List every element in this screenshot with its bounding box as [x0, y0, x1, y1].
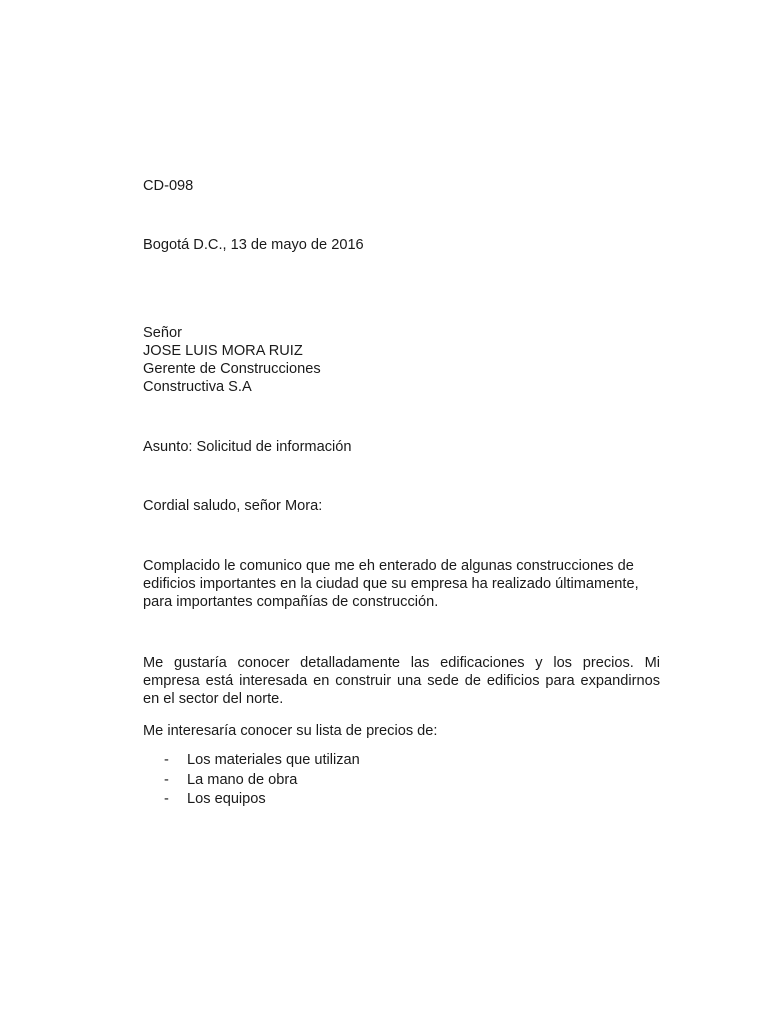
list-item	[143, 771, 660, 791]
recipient-company: Constructiva S.A	[143, 379, 252, 395]
reference-code: CD-098	[143, 178, 194, 194]
recipient-salutation-title: Señor	[143, 325, 182, 341]
list-intro: Me interesaría conocer su lista de precios de:	[143, 723, 438, 739]
subject-line: Asunto: Solicitud de información	[143, 439, 352, 455]
list-dash: -	[164, 752, 169, 768]
greeting: Cordial saludo, señor Mora:	[143, 498, 323, 514]
paragraph-1-line-2: edificios importantes en la ciudad que su empresa ha realizado últimamente,	[143, 576, 639, 592]
list-item-label: Los equipos	[187, 791, 266, 807]
price-list	[143, 751, 660, 810]
recipient-position: Gerente de Construcciones	[143, 361, 321, 377]
list-dash: -	[164, 791, 169, 807]
paragraph-1-line-3: para importantes compañías de construcción.	[143, 594, 439, 610]
list-item-label: Los materiales que utilizan	[187, 752, 360, 768]
recipient-name: JOSE LUIS MORA RUIZ	[143, 343, 303, 359]
paragraph-2: Me gustaría conocer detalladamente las edificaciones y los precios. Mi empresa está interesada en construir una sede de edificios para expandirnos en el sector del norte.	[143, 655, 660, 707]
paragraph-1-line-1: Complacido le comunico que me eh enterado de algunas construcciones de	[143, 558, 634, 574]
list-item	[143, 751, 660, 771]
recipient-block	[143, 324, 660, 396]
list-item-label: La mano de obra	[187, 771, 298, 788]
list-dash: -	[164, 771, 169, 788]
paragraph-1	[143, 557, 660, 611]
list-item	[143, 790, 660, 810]
place-date: Bogotá D.C., 13 de mayo de 2016	[143, 237, 364, 253]
